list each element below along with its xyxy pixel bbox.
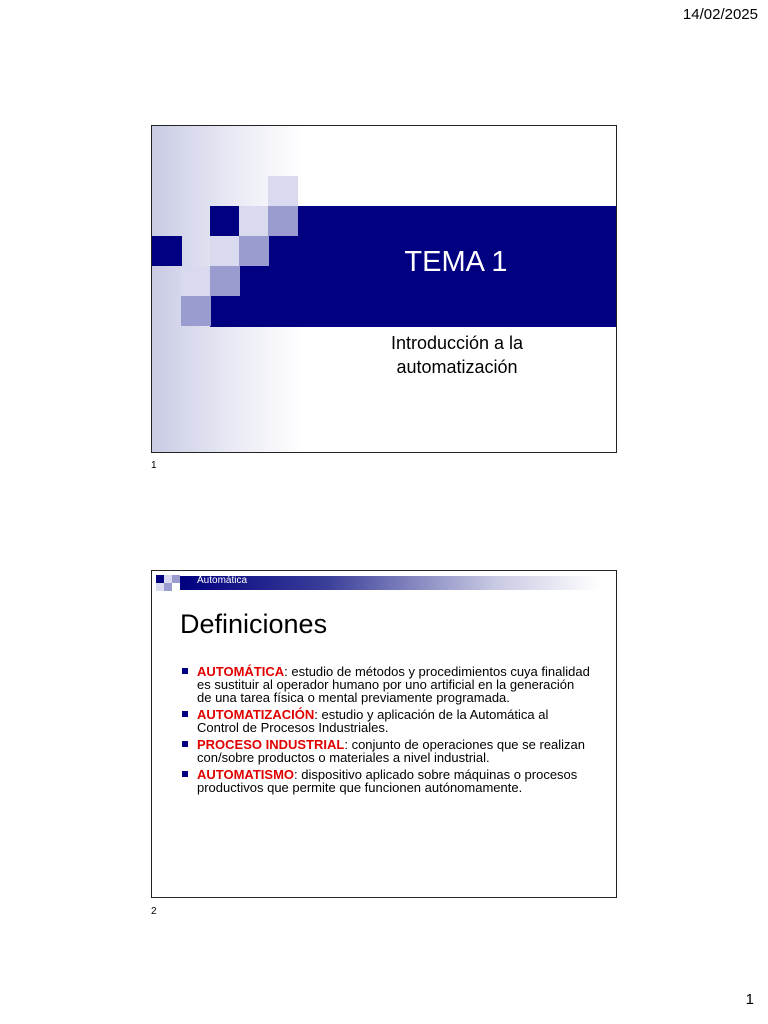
slide-1-number: 1 (151, 460, 157, 471)
deco-square (268, 206, 298, 236)
square-bullet-icon (182, 711, 188, 717)
definition-item (182, 768, 592, 794)
slide-2-heading: Definiciones (180, 609, 328, 639)
definition-text: : estudio de métodos y procedimientos cuya finalidad es sustituir al operador humano por uno artificial en la generación de una tarea física o mental previamente programada. (197, 664, 590, 705)
deco-square (210, 266, 240, 296)
square-bullet-icon (182, 771, 188, 777)
definition-item (182, 665, 592, 704)
slide-2-number: 2 (151, 906, 157, 917)
deco-square (156, 583, 164, 591)
deco-square (164, 575, 172, 583)
deco-square (181, 296, 211, 326)
deco-square (239, 206, 269, 236)
slide-1 (151, 125, 617, 453)
definition-text: : estudio y aplicación de la Automática al Control de Procesos Industriales. (197, 707, 549, 735)
deco-square (239, 236, 269, 266)
deco-square (268, 176, 298, 206)
deco-square (164, 583, 172, 591)
definition-term: PROCESO INDUSTRIAL (197, 737, 345, 752)
definition-item (182, 708, 592, 734)
square-bullet-icon (182, 668, 188, 674)
slide-2 (151, 570, 617, 898)
print-date: 14/02/2025 (682, 6, 758, 23)
page-number: 1 (745, 991, 754, 1008)
deco-square (172, 575, 180, 583)
definitions-list (182, 665, 592, 798)
square-bullet-icon (182, 741, 188, 747)
definition-term: AUTOMATISMO (197, 767, 295, 782)
header-label: Automática (197, 575, 248, 586)
definition-item (182, 738, 592, 764)
deco-square (181, 266, 211, 296)
slide-2-header (152, 571, 616, 597)
subtitle-line: Introducción a la (390, 333, 524, 353)
definition-term: AUTOMATIZACIÓN (197, 707, 315, 722)
definition-text: : conjunto de operaciones que se realizan con/sobre productos o materiales a nivel industrial. (197, 737, 586, 765)
subtitle-line: automatización (396, 357, 518, 377)
slide-1-subtitle (342, 331, 572, 379)
deco-square (210, 236, 240, 266)
slide-1-title: TEMA 1 (404, 246, 508, 278)
deco-square (152, 236, 182, 266)
definition-text: : dispositivo aplicado sobre máquinas o procesos productivos que permite que funcionen autónomamente. (197, 767, 578, 795)
definition-term: AUTOMÁTICA (197, 664, 285, 679)
deco-square (156, 575, 164, 583)
